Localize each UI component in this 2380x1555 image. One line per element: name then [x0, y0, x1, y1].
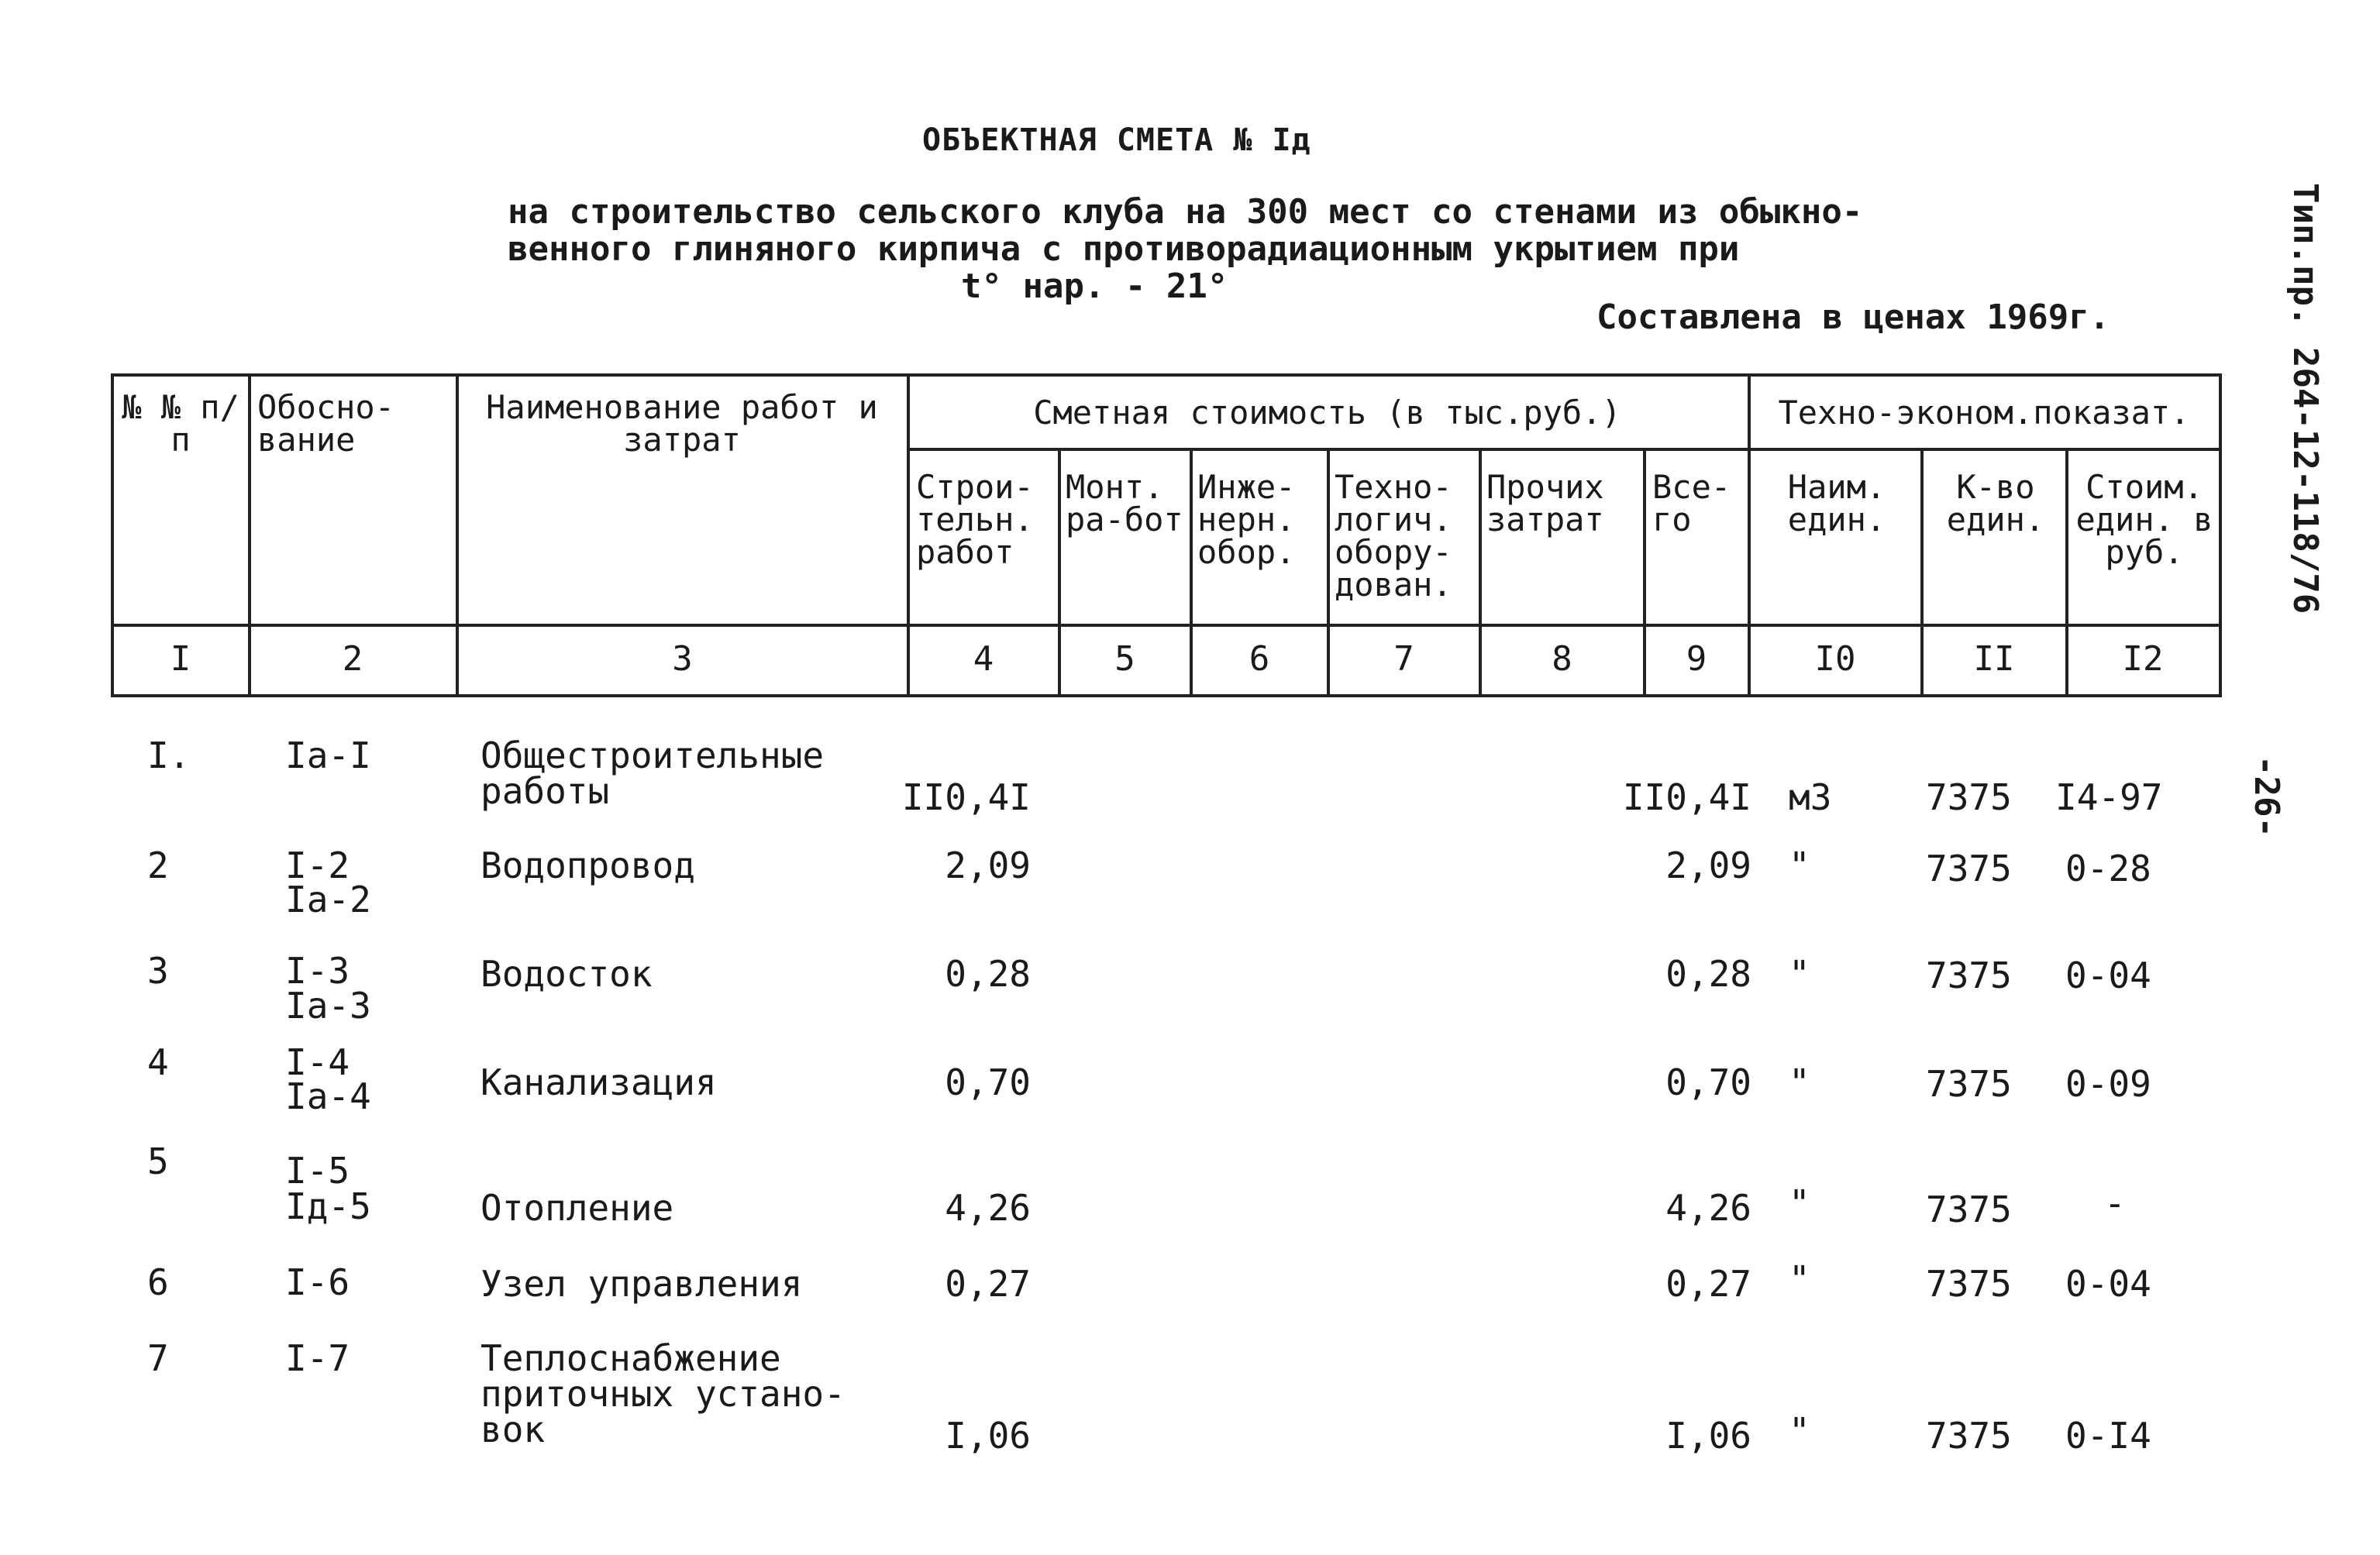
row-unit-quantity: 7375: [1926, 1189, 2012, 1230]
header-installation-works: Монт. ра-бот: [1066, 468, 1183, 538]
row-unit-quantity: 7375: [1926, 955, 2012, 996]
column-number: II: [1973, 639, 2015, 679]
row-basis: Iа-I: [285, 734, 371, 776]
row-number: 3: [147, 950, 169, 992]
row-unit-name: ": [1789, 1258, 1810, 1300]
column-number: I2: [2122, 639, 2164, 679]
header-technological-equipment: Техно-логич. обору-дован.: [1335, 468, 1452, 604]
row-total-cost: 0,28: [1665, 953, 1751, 995]
row-total-cost: 0,70: [1665, 1061, 1751, 1103]
row-work-name: работы: [480, 770, 610, 812]
row-unit-cost: 0-28: [2065, 848, 2151, 889]
row-number: 4: [147, 1041, 169, 1083]
subtitle-line-1: на строительство сельского клуба на 300 мест со стенами из обыкно-: [508, 192, 1863, 232]
row-work-name: Отопление: [480, 1187, 674, 1229]
row-number: I.: [147, 734, 191, 776]
document-title: ОБЪЕКТНАЯ СМЕТА № Iд: [922, 122, 1311, 158]
row-work-name: Теплоснабжение: [480, 1337, 781, 1379]
row-construction-cost: 2,09: [945, 845, 1031, 886]
row-basis: I-4: [285, 1041, 350, 1083]
row-unit-cost: 0-09: [2065, 1063, 2151, 1105]
header-unit-name: Наим. един.: [1787, 468, 1886, 538]
column-number: 9: [1686, 639, 1707, 679]
row-construction-cost: 4,26: [945, 1187, 1031, 1229]
row-unit-quantity: 7375: [1926, 1415, 2012, 1457]
row-construction-cost: II0,4I: [901, 776, 1031, 818]
row-total-cost: I,06: [1665, 1415, 1751, 1457]
row-total-cost: 2,09: [1665, 845, 1751, 886]
column-number: 8: [1552, 639, 1572, 679]
column-number: 7: [1393, 639, 1414, 679]
row-unit-name: ": [1789, 1410, 1810, 1452]
subtitle-line-2: венного глиняного кирпича с противорадиационным укрытием при: [508, 229, 1740, 269]
row-total-cost: II0,4I: [1622, 776, 1751, 818]
row-unit-quantity: 7375: [1926, 1063, 2012, 1105]
header-construction-works: Строи-тельн. работ: [916, 468, 1034, 571]
row-unit-cost: 0-04: [2065, 955, 2151, 996]
row-number: 5: [147, 1140, 169, 1182]
subtitle-line-3: t° нар. - 21°: [961, 267, 1228, 306]
row-work-name: Водопровод: [480, 845, 695, 886]
row-work-name: вок: [480, 1409, 546, 1450]
row-unit-quantity: 7375: [1926, 848, 2012, 889]
side-project-code: Тип.пр. 264-12-118/76: [2285, 183, 2325, 614]
row-construction-cost: 0,27: [945, 1263, 1031, 1305]
row-unit-quantity: 7375: [1926, 1263, 2012, 1305]
row-unit-cost: 0-I4: [2065, 1415, 2151, 1457]
row-number: 2: [147, 845, 169, 886]
header-estimated-cost-group: Сметная стоимость (в тыс.руб.): [1033, 394, 1621, 432]
row-unit-name: м3: [1789, 776, 1832, 818]
row-basis: I-6: [285, 1261, 350, 1303]
column-number: 4: [973, 639, 994, 679]
row-basis: Iд-5: [285, 1185, 371, 1227]
row-construction-cost: 0,70: [945, 1061, 1031, 1103]
row-basis: I-7: [285, 1337, 350, 1379]
header-other-costs: Прочих затрат: [1486, 468, 1604, 538]
row-total-cost: 0,27: [1665, 1263, 1751, 1305]
header-basis: Обосно-вание: [257, 388, 395, 459]
row-construction-cost: 0,28: [945, 953, 1031, 995]
row-work-name: Общестроительные: [480, 734, 825, 776]
column-number: I: [170, 639, 191, 679]
row-basis: I-5: [285, 1150, 350, 1192]
row-unit-quantity: 7375: [1926, 776, 2012, 818]
row-number: 7: [147, 1337, 169, 1379]
row-unit-cost: I4-97: [2055, 776, 2163, 818]
row-work-name: приточных устано-: [480, 1373, 846, 1415]
header-work-name: Наименование работ и затрат: [486, 388, 878, 459]
row-unit-name: ": [1789, 845, 1810, 886]
row-unit-name: ": [1789, 1182, 1810, 1224]
row-unit-cost: -: [2104, 1182, 2126, 1224]
row-basis: I-2: [285, 845, 350, 886]
row-unit-cost: 0-04: [2065, 1263, 2151, 1305]
header-engineering-equipment: Инже-нерн. обор.: [1197, 468, 1296, 571]
compiled-prices-note: Составлена в ценах 1969г.: [1596, 298, 2110, 337]
header-total: Все-го: [1652, 468, 1731, 538]
row-basis: Iа-4: [285, 1075, 371, 1117]
row-work-name: Канализация: [480, 1061, 717, 1103]
header-unit-cost: Стоим. един. в руб.: [2075, 468, 2213, 571]
row-unit-name: ": [1789, 953, 1810, 995]
row-unit-name: ": [1789, 1061, 1810, 1103]
page-number: -26-: [2247, 755, 2286, 838]
row-construction-cost: I,06: [945, 1415, 1031, 1457]
row-basis: Iа-3: [285, 985, 371, 1027]
header-tech-econ-group: Техно-эконом.показат.: [1778, 394, 2190, 432]
header-row-number: № № п/п: [122, 388, 239, 459]
row-work-name: Узел управления: [480, 1263, 803, 1305]
row-total-cost: 4,26: [1665, 1187, 1751, 1229]
row-number: 6: [147, 1261, 169, 1303]
column-number: 5: [1114, 639, 1135, 679]
column-number: 3: [672, 639, 693, 679]
header-unit-quantity: К-во един.: [1946, 468, 2045, 538]
column-number: I0: [1814, 639, 1856, 679]
column-number: 2: [342, 639, 363, 679]
row-work-name: Водосток: [480, 953, 653, 995]
column-number: 6: [1249, 639, 1270, 679]
row-basis: I-3: [285, 950, 350, 992]
row-basis: Iа-2: [285, 879, 371, 920]
